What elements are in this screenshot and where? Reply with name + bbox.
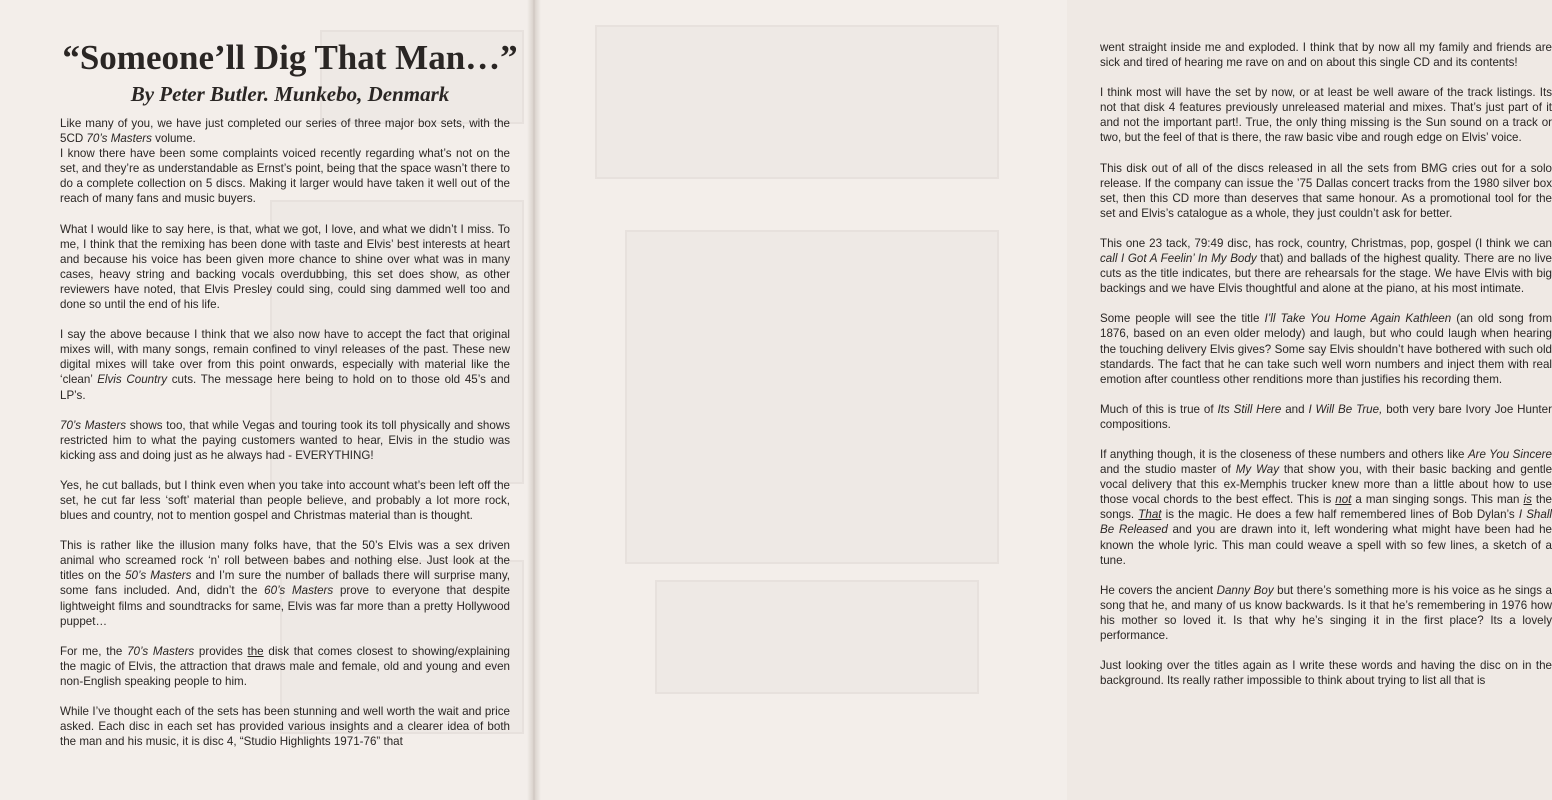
article-title: “Someone’ll Dig That Man…” xyxy=(62,38,518,77)
paragraph: Yes, he cut ballads, but I think even when you take into account what’s been left off the set, he cut far less ‘soft’ material than people believe, and probably a lot more rock, blues and country, not to mention gospel and Christmas material than is thought. xyxy=(60,478,510,523)
paragraph: I know there have been some complaints voiced recently regarding what’s not on the set, and they’re as understandable as Ernst’s point, being that the space wasn’t there to do a complete collection on 5 discs. Making it larger would have taken it well out of the reach of many fans and music buyers. xyxy=(60,147,510,206)
paragraph: If anything though, it is the closeness of these numbers and others like Are You Sincere and the studio master of My Way that show you, with their basic backing and gentle vocal delivery that this ex-Memphis trucker knew more than a little about how to use those vocal chords to the best effect. This is not a man singing songs. This man is the songs. That is the magic. He does a few half remembered lines of Bob Dylan’s I Shall Be Released and you are drawn into it, left wondering what might have been had he known the whole lyric. This man could weave a spell with so few lines, a sketch of a tune. xyxy=(1100,447,1552,567)
paragraph: This disk out of all of the discs released in all the sets from BMG cries out for a solo release. If the company can issue the ’75 Dallas concert tracks from the 1980 silver box set, then this CD more than deserves that same honour. As a promotional tool for the set and Elvis’s catalogue as a whole, they just couldn’t ask for better. xyxy=(1100,161,1552,220)
page-gutter xyxy=(527,0,541,800)
article-byline: By Peter Butler. Munkebo, Denmark xyxy=(130,82,450,106)
right-column xyxy=(1100,40,1552,703)
paragraph: Some people will see the title I’ll Take You Home Again Kathleen (an old song from 1876, based on an even older melody) and laugh, but who could laugh when hearing the touching delivery Elvis gives? Some say Elvis shouldn’t have bothered with such old standards. The fact that he can take such well worn numbers and inject them with real emotion after countless other renditions more than justifies his recording them. xyxy=(1100,312,1552,386)
show-through-box xyxy=(625,230,999,564)
paragraph: I say the above because I think that we also now have to accept the fact that original mixes will, with many songs, remain confined to vinyl releases of the past. These new digital mixes will take over from this point onwards, especially with material like the ‘clean’ Elvis Country cuts. The message here being to hold on to those old 45’s and LP’s. xyxy=(60,328,510,402)
paragraph: While I’ve thought each of the sets has been stunning and well worth the wait and price asked. Each disc in each set has provided various insights and a clearer idea of both the man and his music, it is disc 4, “Studio Highlights 1971-76” that xyxy=(60,705,510,749)
paragraph: I think most will have the set by now, or at least be well aware of the track listings. Its not that disk 4 features previously unreleased material and mixes. That’s just part of it and not the important part!. True, the only thing missing is the Sun sound on a track or two, but the feel of that is there, the raw basic vibe and rough edge on Elvis’ voice. xyxy=(1100,86,1552,145)
paragraph: He covers the ancient Danny Boy but there’s something more is his voice as he sings a song that he, and many of us know backwards. Is it that he’s remembering in 1976 how his mother so loved it. Is that why he’s singing it in the first place? Its a lovely performance. xyxy=(1100,583,1552,642)
paragraph: What I would like to say here, is that, what we got, I love, and what we didn’t I miss. To me, I think that the remixing has been done with taste and Elvis’ best interests at heart and because his voice has been given more chance to shine over what was in many cases, heavy string and backing vocals overdubbing, this set does show, as other reviewers have noted, that Elvis Presley could sing, could sing dammed well too and done so until the end of his life. xyxy=(60,222,510,312)
paragraph: 70’s Masters shows too, that while Vegas and touring took its toll physically and shows restricted him to what the paying customers wanted to hear, Elvis in the studio was kicking ass and doing just as he always had - EVERYTHING! xyxy=(60,418,510,462)
paragraph: This is rather like the illusion many folks have, that the 50’s Elvis was a sex driven animal who screamed rock ‘n’ roll between babes and nothing else. Just look at the titles on the 50’s Masters and I’m sure the number of ballads there will surprise many, some fans included. And, didn’t the 60’s Masters prove to everyone that despite lightweight films and soundtracks for same, Elvis was far more than a pretty Hollywood puppet… xyxy=(60,539,511,628)
show-through-box xyxy=(595,25,999,179)
paragraph: went straight inside me and exploded. I think that by now all my family and friends are sick and tired of hearing me rave on and on about this single CD and its contents! xyxy=(1100,41,1552,70)
paragraph: This one 23 tack, 79:49 disc, has rock, country, Christmas, pop, gospel (I think we can call I Got A Feelin’ In My Body that) and ballads of the highest quality. There are no live cuts as the title indicates, but there are rehearsals for the stage. We have Elvis with big backings and we have Elvis thoughtful and alone at the piano, at his most intimate. xyxy=(1100,236,1552,296)
right-page xyxy=(535,0,1552,800)
paragraph: For me, the 70’s Masters provides the disk that comes closest to showing/explaining the magic of Elvis, the attraction that draws male and female, old and young and even non-English speaking people to him. xyxy=(60,644,510,688)
left-column xyxy=(60,116,510,764)
paragraph: Much of this is true of Its Still Here and I Will Be True, both very bare Ivory Joe Hunter compositions. xyxy=(1100,402,1552,431)
paragraph: Like many of you, we have just completed our series of three major box sets, with the 5CD 70’s Masters volume. xyxy=(60,117,510,146)
paragraph: Just looking over the titles again as I write these words and having the disc on in the background. Its really rather impossible to think about trying to list all that is xyxy=(1100,659,1552,688)
show-through-box xyxy=(655,580,979,694)
left-page xyxy=(0,0,533,800)
